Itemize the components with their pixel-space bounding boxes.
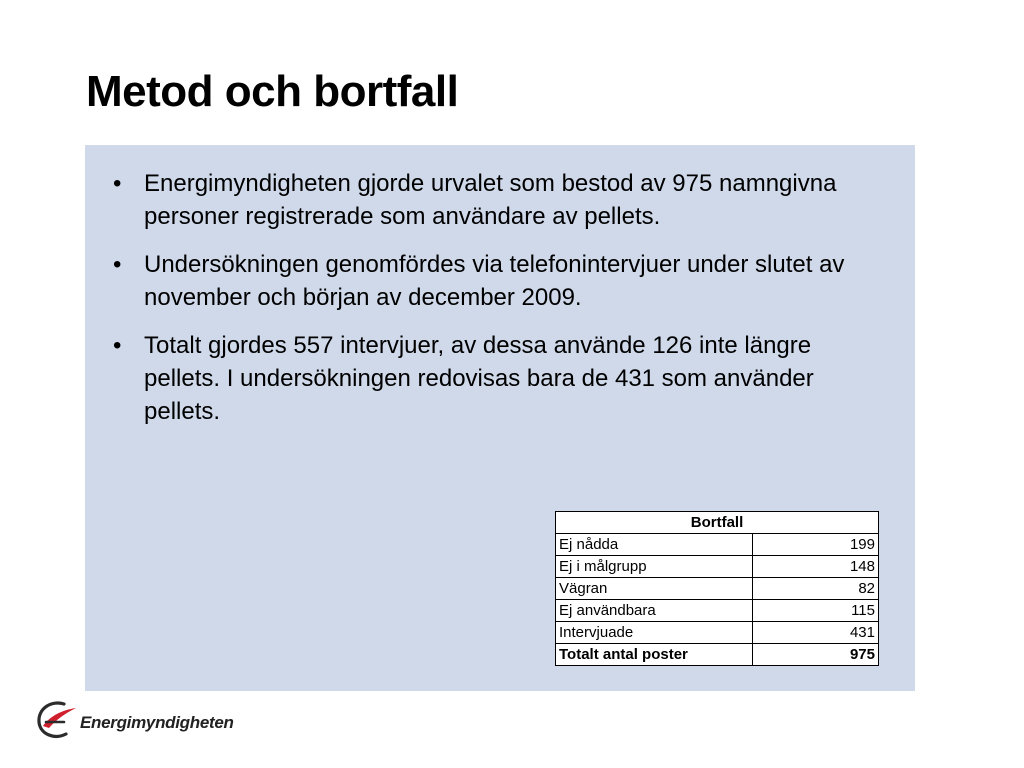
logo-text: Energimyndigheten: [80, 713, 234, 732]
table-row: [556, 622, 879, 644]
bullet-text: Energimyndigheten gjorde urvalet som bestod av 975 namngivna personer registrerade som användare av pellets.: [144, 170, 837, 230]
row-label: Ej nådda: [556, 534, 753, 556]
bullet-text: Undersökningen genomfördes via telefonintervjuer under slutet av november och början av december 2009.: [144, 251, 845, 311]
bullet-marker: •: [113, 251, 122, 278]
row-label: Vägran: [556, 578, 753, 600]
bullet-text: Totalt gjordes 557 intervjuer, av dessa använde 126 inte längre pellets. I undersökningen redovisas bara de 431 som använder pellets.: [144, 332, 814, 425]
table-row: [556, 600, 879, 622]
bullet-list: [109, 167, 869, 443]
row-value: 199: [753, 534, 879, 556]
bullet-item: [109, 248, 869, 314]
table-header-row: [556, 512, 879, 534]
energimyndigheten-logo: [34, 698, 234, 742]
total-label: Totalt antal poster: [556, 644, 753, 666]
row-value: 82: [753, 578, 879, 600]
row-value: 431: [753, 622, 879, 644]
slide-title: Metod och bortfall: [86, 67, 459, 116]
bortfall-table: [555, 511, 879, 666]
table-total-row: [556, 644, 879, 666]
row-value: 148: [753, 556, 879, 578]
bullet-item: [109, 329, 869, 428]
table-row: [556, 534, 879, 556]
table-row: [556, 578, 879, 600]
table-header: Bortfall: [556, 512, 879, 534]
row-label: Ej i målgrupp: [556, 556, 753, 578]
row-label: Intervjuade: [556, 622, 753, 644]
bullet-marker: •: [113, 332, 122, 359]
bullet-item: [109, 167, 869, 233]
table-row: [556, 556, 879, 578]
row-label: Ej användbara: [556, 600, 753, 622]
logo-mark-icon: [34, 698, 78, 742]
bullet-marker: •: [113, 170, 122, 197]
total-value: 975: [753, 644, 879, 666]
row-value: 115: [753, 600, 879, 622]
